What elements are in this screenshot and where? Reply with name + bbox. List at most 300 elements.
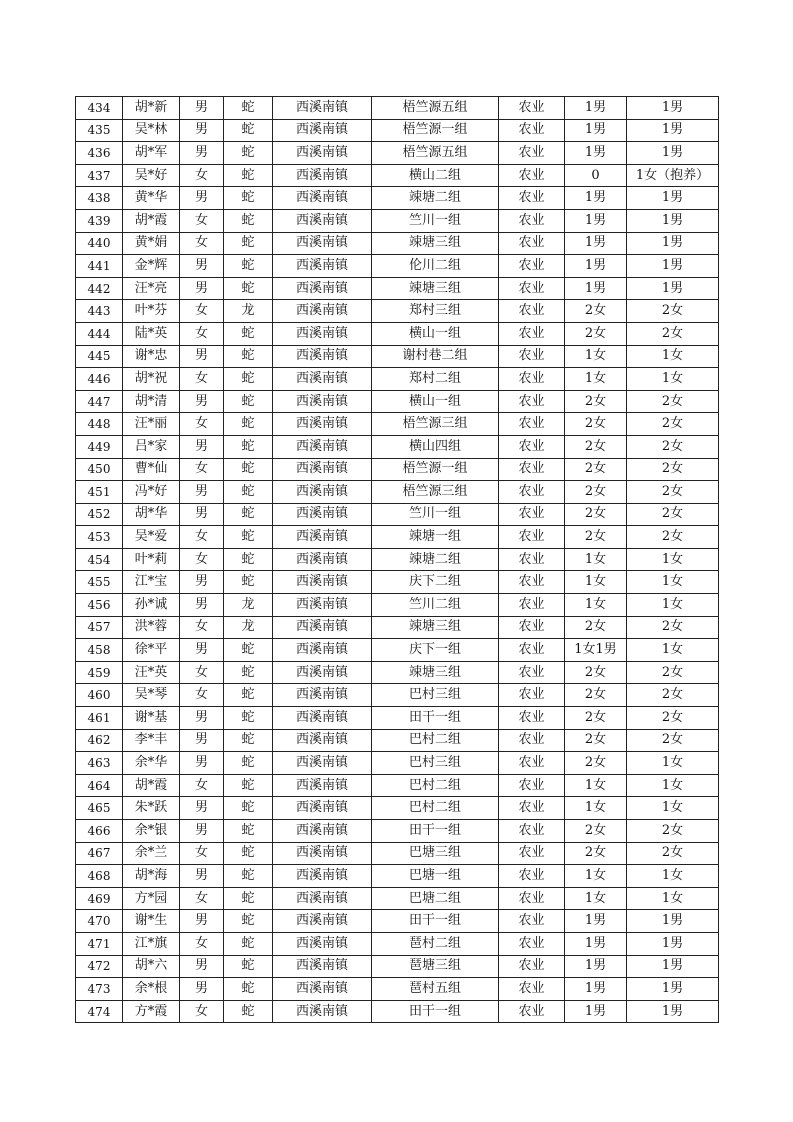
table-row (76, 435, 719, 458)
cell-occupation: 农业 (499, 322, 565, 345)
cell-row-number: 457 (76, 616, 123, 639)
cell-gender: 女 (180, 774, 224, 797)
cell-occupation: 农业 (499, 932, 565, 955)
cell-children-after: 1女 (627, 774, 719, 797)
cell-zodiac: 龙 (224, 616, 273, 639)
cell-occupation: 农业 (499, 300, 565, 323)
cell-zodiac: 蛇 (224, 684, 273, 707)
cell-village-group: 郑村三组 (372, 300, 499, 323)
table-row (76, 322, 719, 345)
cell-village-group: 竦塘一组 (372, 526, 499, 549)
cell-village-group: 庆下二组 (372, 571, 499, 594)
cell-village-group: 巴村二组 (372, 797, 499, 820)
cell-gender: 女 (180, 684, 224, 707)
cell-village-group: 横山二组 (372, 164, 499, 187)
cell-children-after: 2女 (627, 503, 719, 526)
cell-zodiac: 蛇 (224, 481, 273, 504)
cell-children-after: 2女 (627, 435, 719, 458)
cell-zodiac: 龙 (224, 300, 273, 323)
cell-village-group: 竦塘三组 (372, 616, 499, 639)
cell-name: 陆*英 (123, 322, 180, 345)
cell-children-before: 1女 (565, 887, 627, 910)
cell-zodiac: 蛇 (224, 571, 273, 594)
cell-village-group: 琶村五组 (372, 978, 499, 1001)
cell-gender: 男 (180, 594, 224, 617)
cell-name: 黄*华 (123, 187, 180, 210)
cell-occupation: 农业 (499, 774, 565, 797)
cell-name: 胡*华 (123, 503, 180, 526)
cell-name: 胡*霞 (123, 774, 180, 797)
cell-name: 吴*林 (123, 119, 180, 142)
cell-name: 谢*基 (123, 707, 180, 730)
cell-row-number: 455 (76, 571, 123, 594)
cell-village-group: 竦塘三组 (372, 232, 499, 255)
cell-town: 西溪南镇 (273, 548, 372, 571)
cell-children-before: 1女 (565, 571, 627, 594)
cell-gender: 男 (180, 255, 224, 278)
cell-village-group: 郑村二组 (372, 368, 499, 391)
cell-town: 西溪南镇 (273, 255, 372, 278)
table-row (76, 209, 719, 232)
cell-gender: 男 (180, 119, 224, 142)
cell-village-group: 田干一组 (372, 820, 499, 843)
cell-village-group: 田干一组 (372, 910, 499, 933)
cell-gender: 女 (180, 300, 224, 323)
cell-village-group: 梧竺源三组 (372, 481, 499, 504)
cell-occupation: 农业 (499, 571, 565, 594)
cell-row-number: 460 (76, 684, 123, 707)
cell-town: 西溪南镇 (273, 232, 372, 255)
cell-town: 西溪南镇 (273, 209, 372, 232)
cell-children-before: 0 (565, 164, 627, 187)
cell-occupation: 农业 (499, 413, 565, 436)
cell-town: 西溪南镇 (273, 413, 372, 436)
cell-children-before: 2女 (565, 322, 627, 345)
cell-village-group: 庆下一组 (372, 639, 499, 662)
cell-village-group: 竦塘三组 (372, 277, 499, 300)
cell-gender: 女 (180, 232, 224, 255)
cell-name: 余*兰 (123, 842, 180, 865)
cell-gender: 男 (180, 142, 224, 165)
cell-name: 吴*爱 (123, 526, 180, 549)
cell-zodiac: 蛇 (224, 842, 273, 865)
cell-row-number: 439 (76, 209, 123, 232)
cell-zodiac: 蛇 (224, 932, 273, 955)
cell-occupation: 农业 (499, 526, 565, 549)
cell-children-before: 2女 (565, 616, 627, 639)
cell-children-before: 2女 (565, 661, 627, 684)
table-row (76, 503, 719, 526)
cell-zodiac: 蛇 (224, 752, 273, 775)
cell-zodiac: 蛇 (224, 1000, 273, 1023)
cell-town: 西溪南镇 (273, 707, 372, 730)
cell-gender: 男 (180, 345, 224, 368)
cell-children-after: 2女 (627, 707, 719, 730)
cell-row-number: 468 (76, 865, 123, 888)
cell-gender: 女 (180, 458, 224, 481)
cell-village-group: 伦川二组 (372, 255, 499, 278)
cell-village-group: 横山四组 (372, 435, 499, 458)
cell-zodiac: 蛇 (224, 277, 273, 300)
cell-children-after: 2女 (627, 661, 719, 684)
cell-occupation: 农业 (499, 752, 565, 775)
cell-zodiac: 蛇 (224, 887, 273, 910)
cell-children-before: 1男 (565, 119, 627, 142)
cell-children-after: 1女 (627, 571, 719, 594)
cell-village-group: 竺川一组 (372, 503, 499, 526)
cell-children-after: 1女 (627, 865, 719, 888)
cell-name: 叶*莉 (123, 548, 180, 571)
cell-occupation: 农业 (499, 707, 565, 730)
cell-occupation: 农业 (499, 503, 565, 526)
cell-row-number: 436 (76, 142, 123, 165)
cell-occupation: 农业 (499, 729, 565, 752)
cell-occupation: 农业 (499, 368, 565, 391)
table-row (76, 300, 719, 323)
cell-children-before: 1女1男 (565, 639, 627, 662)
cell-name: 胡*军 (123, 142, 180, 165)
table-row (76, 684, 719, 707)
cell-gender: 男 (180, 97, 224, 120)
cell-name: 江*旗 (123, 932, 180, 955)
cell-children-after: 1女 (627, 752, 719, 775)
cell-occupation: 农业 (499, 458, 565, 481)
cell-name: 吕*家 (123, 435, 180, 458)
cell-town: 西溪南镇 (273, 820, 372, 843)
cell-occupation: 农业 (499, 910, 565, 933)
cell-town: 西溪南镇 (273, 865, 372, 888)
cell-row-number: 469 (76, 887, 123, 910)
cell-zodiac: 蛇 (224, 368, 273, 391)
cell-children-after: 2女 (627, 390, 719, 413)
table-row (76, 842, 719, 865)
cell-town: 西溪南镇 (273, 571, 372, 594)
table-row (76, 548, 719, 571)
cell-children-before: 1女 (565, 548, 627, 571)
table-row (76, 119, 719, 142)
cell-occupation: 农业 (499, 616, 565, 639)
table-row (76, 797, 719, 820)
cell-children-before: 1男 (565, 277, 627, 300)
cell-town: 西溪南镇 (273, 1000, 372, 1023)
cell-children-before: 1女 (565, 368, 627, 391)
cell-occupation: 农业 (499, 187, 565, 210)
cell-children-after: 1男 (627, 119, 719, 142)
cell-children-before: 1男 (565, 255, 627, 278)
cell-name: 汪*英 (123, 661, 180, 684)
cell-occupation: 农业 (499, 232, 565, 255)
cell-zodiac: 蛇 (224, 209, 273, 232)
table-row (76, 978, 719, 1001)
cell-children-before: 2女 (565, 300, 627, 323)
cell-children-before: 1女 (565, 797, 627, 820)
table-row (76, 526, 719, 549)
cell-gender: 男 (180, 503, 224, 526)
cell-occupation: 农业 (499, 119, 565, 142)
cell-occupation: 农业 (499, 435, 565, 458)
cell-village-group: 巴塘三组 (372, 842, 499, 865)
cell-name: 曹*仙 (123, 458, 180, 481)
cell-gender: 女 (180, 887, 224, 910)
cell-town: 西溪南镇 (273, 458, 372, 481)
cell-name: 胡*清 (123, 390, 180, 413)
cell-town: 西溪南镇 (273, 142, 372, 165)
cell-row-number: 466 (76, 820, 123, 843)
cell-village-group: 巴村三组 (372, 752, 499, 775)
cell-children-after: 2女 (627, 413, 719, 436)
cell-children-before: 1女 (565, 345, 627, 368)
cell-row-number: 462 (76, 729, 123, 752)
table-row (76, 661, 719, 684)
cell-children-after: 2女 (627, 729, 719, 752)
cell-gender: 男 (180, 820, 224, 843)
cell-children-before: 2女 (565, 526, 627, 549)
cell-zodiac: 蛇 (224, 345, 273, 368)
cell-zodiac: 蛇 (224, 142, 273, 165)
cell-children-after: 2女 (627, 322, 719, 345)
table-row (76, 571, 719, 594)
cell-gender: 男 (180, 729, 224, 752)
cell-zodiac: 蛇 (224, 797, 273, 820)
table-row (76, 97, 719, 120)
cell-gender: 男 (180, 390, 224, 413)
cell-gender: 女 (180, 164, 224, 187)
cell-name: 方*园 (123, 887, 180, 910)
cell-town: 西溪南镇 (273, 435, 372, 458)
cell-children-after: 2女 (627, 616, 719, 639)
records-body (76, 97, 719, 1023)
cell-children-after: 1男 (627, 187, 719, 210)
cell-row-number: 461 (76, 707, 123, 730)
cell-name: 胡*祝 (123, 368, 180, 391)
cell-zodiac: 蛇 (224, 232, 273, 255)
cell-gender: 女 (180, 1000, 224, 1023)
cell-children-after: 1女 (627, 887, 719, 910)
cell-occupation: 农业 (499, 209, 565, 232)
table-row (76, 729, 719, 752)
cell-name: 金*辉 (123, 255, 180, 278)
cell-zodiac: 蛇 (224, 119, 273, 142)
cell-children-before: 2女 (565, 684, 627, 707)
cell-row-number: 452 (76, 503, 123, 526)
cell-village-group: 横山一组 (372, 322, 499, 345)
cell-village-group: 田干一组 (372, 1000, 499, 1023)
cell-children-before: 2女 (565, 413, 627, 436)
cell-town: 西溪南镇 (273, 842, 372, 865)
cell-children-before: 2女 (565, 820, 627, 843)
cell-zodiac: 蛇 (224, 978, 273, 1001)
cell-town: 西溪南镇 (273, 119, 372, 142)
cell-children-before: 1男 (565, 978, 627, 1001)
cell-occupation: 农业 (499, 255, 565, 278)
cell-children-after: 2女 (627, 526, 719, 549)
cell-children-after: 2女 (627, 300, 719, 323)
table-row (76, 639, 719, 662)
cell-children-before: 2女 (565, 503, 627, 526)
cell-town: 西溪南镇 (273, 345, 372, 368)
cell-village-group: 巴塘一组 (372, 865, 499, 888)
cell-town: 西溪南镇 (273, 684, 372, 707)
cell-village-group: 巴村二组 (372, 774, 499, 797)
cell-town: 西溪南镇 (273, 774, 372, 797)
cell-children-before: 2女 (565, 435, 627, 458)
cell-town: 西溪南镇 (273, 187, 372, 210)
cell-row-number: 472 (76, 955, 123, 978)
cell-children-after: 1男 (627, 255, 719, 278)
cell-town: 西溪南镇 (273, 390, 372, 413)
cell-village-group: 竦塘二组 (372, 187, 499, 210)
table-row (76, 232, 719, 255)
table-row (76, 616, 719, 639)
cell-village-group: 梧竺源一组 (372, 458, 499, 481)
cell-zodiac: 蛇 (224, 910, 273, 933)
cell-village-group: 谢村巷二组 (372, 345, 499, 368)
cell-name: 吴*琴 (123, 684, 180, 707)
cell-children-before: 1女 (565, 774, 627, 797)
cell-name: 黄*娟 (123, 232, 180, 255)
cell-children-before: 1男 (565, 187, 627, 210)
cell-village-group: 梧竺源一组 (372, 119, 499, 142)
cell-name: 胡*霞 (123, 209, 180, 232)
table-row (76, 458, 719, 481)
cell-row-number: 465 (76, 797, 123, 820)
cell-occupation: 农业 (499, 842, 565, 865)
cell-name: 方*霞 (123, 1000, 180, 1023)
cell-town: 西溪南镇 (273, 526, 372, 549)
cell-gender: 女 (180, 616, 224, 639)
cell-village-group: 竺川一组 (372, 209, 499, 232)
table-row (76, 887, 719, 910)
cell-name: 汪*丽 (123, 413, 180, 436)
cell-zodiac: 蛇 (224, 955, 273, 978)
cell-row-number: 463 (76, 752, 123, 775)
cell-row-number: 437 (76, 164, 123, 187)
cell-name: 汪*亮 (123, 277, 180, 300)
cell-children-before: 1男 (565, 1000, 627, 1023)
cell-occupation: 农业 (499, 164, 565, 187)
cell-zodiac: 蛇 (224, 435, 273, 458)
cell-town: 西溪南镇 (273, 503, 372, 526)
cell-occupation: 农业 (499, 1000, 565, 1023)
cell-children-after: 1女 (627, 368, 719, 391)
cell-occupation: 农业 (499, 797, 565, 820)
table-row (76, 142, 719, 165)
cell-row-number: 470 (76, 910, 123, 933)
cell-children-after: 1男 (627, 955, 719, 978)
table-row (76, 820, 719, 843)
cell-gender: 男 (180, 639, 224, 662)
cell-row-number: 456 (76, 594, 123, 617)
cell-name: 孙*诚 (123, 594, 180, 617)
cell-row-number: 434 (76, 97, 123, 120)
cell-zodiac: 蛇 (224, 164, 273, 187)
cell-children-before: 1男 (565, 97, 627, 120)
cell-zodiac: 蛇 (224, 729, 273, 752)
cell-row-number: 441 (76, 255, 123, 278)
cell-row-number: 458 (76, 639, 123, 662)
cell-zodiac: 蛇 (224, 639, 273, 662)
cell-row-number: 450 (76, 458, 123, 481)
cell-name: 徐*平 (123, 639, 180, 662)
cell-occupation: 农业 (499, 639, 565, 662)
cell-children-after: 2女 (627, 481, 719, 504)
cell-occupation: 农业 (499, 820, 565, 843)
cell-children-after: 2女 (627, 820, 719, 843)
cell-children-before: 1男 (565, 910, 627, 933)
table-row (76, 390, 719, 413)
cell-children-before: 2女 (565, 390, 627, 413)
cell-occupation: 农业 (499, 684, 565, 707)
cell-gender: 女 (180, 322, 224, 345)
cell-name: 胡*六 (123, 955, 180, 978)
cell-gender: 男 (180, 707, 224, 730)
cell-children-after: 1女 (627, 797, 719, 820)
cell-zodiac: 蛇 (224, 865, 273, 888)
table-row (76, 752, 719, 775)
table-row (76, 345, 719, 368)
cell-children-after: 1女 (627, 345, 719, 368)
cell-children-after: 1女 (627, 594, 719, 617)
cell-children-before: 2女 (565, 729, 627, 752)
cell-row-number: 447 (76, 390, 123, 413)
cell-occupation: 农业 (499, 345, 565, 368)
cell-children-after: 1男 (627, 978, 719, 1001)
cell-gender: 男 (180, 277, 224, 300)
cell-children-after: 2女 (627, 842, 719, 865)
cell-gender: 男 (180, 865, 224, 888)
cell-children-after: 1男 (627, 209, 719, 232)
cell-name: 余*华 (123, 752, 180, 775)
cell-gender: 女 (180, 368, 224, 391)
cell-town: 西溪南镇 (273, 887, 372, 910)
cell-children-after: 1男 (627, 910, 719, 933)
cell-children-before: 1男 (565, 142, 627, 165)
cell-town: 西溪南镇 (273, 729, 372, 752)
cell-town: 西溪南镇 (273, 978, 372, 1001)
cell-name: 胡*海 (123, 865, 180, 888)
cell-zodiac: 蛇 (224, 390, 273, 413)
cell-gender: 男 (180, 752, 224, 775)
cell-gender: 女 (180, 209, 224, 232)
cell-zodiac: 蛇 (224, 707, 273, 730)
cell-children-before: 1男 (565, 955, 627, 978)
cell-row-number: 474 (76, 1000, 123, 1023)
cell-gender: 女 (180, 932, 224, 955)
cell-zodiac: 蛇 (224, 526, 273, 549)
cell-occupation: 农业 (499, 548, 565, 571)
cell-row-number: 442 (76, 277, 123, 300)
cell-town: 西溪南镇 (273, 616, 372, 639)
cell-zodiac: 蛇 (224, 187, 273, 210)
cell-children-before: 2女 (565, 707, 627, 730)
cell-village-group: 巴塘二组 (372, 887, 499, 910)
cell-children-before: 1女 (565, 594, 627, 617)
table-row (76, 910, 719, 933)
cell-gender: 男 (180, 910, 224, 933)
cell-town: 西溪南镇 (273, 481, 372, 504)
cell-row-number: 446 (76, 368, 123, 391)
cell-gender: 男 (180, 435, 224, 458)
cell-village-group: 琶村二组 (372, 932, 499, 955)
table-row (76, 368, 719, 391)
table-row (76, 594, 719, 617)
cell-row-number: 464 (76, 774, 123, 797)
cell-town: 西溪南镇 (273, 97, 372, 120)
cell-village-group: 梧竺源三组 (372, 413, 499, 436)
cell-gender: 女 (180, 842, 224, 865)
cell-name: 胡*新 (123, 97, 180, 120)
cell-occupation: 农业 (499, 978, 565, 1001)
